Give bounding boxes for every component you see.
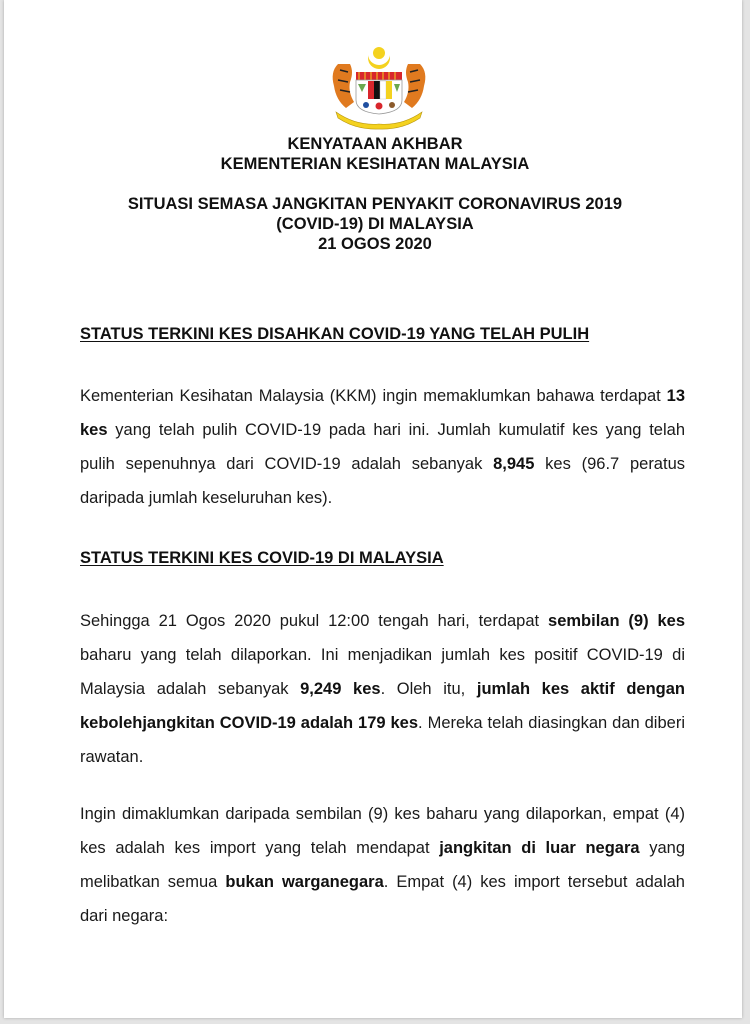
- text: Sehingga 21 Ogos 2020 pukul 12:00 tengah hari, terdapat: [80, 612, 549, 630]
- bold-text: 8,945: [493, 455, 535, 473]
- text: Ingin dimaklumkan daripada sembilan (9) kes baharu yang dilaporkan, empat (4) kes adalah kes import yang telah mendapat: [80, 805, 685, 857]
- bold-text: 13 kes: [80, 387, 685, 439]
- paragraph-status: [80, 604, 685, 774]
- press-statement-header: [4, 134, 746, 174]
- title-line-2: (COVID-19) DI MALAYSIA: [276, 215, 474, 233]
- bold-text: 9,249 kes: [300, 680, 381, 698]
- title-date: 21 OGOS 2020: [318, 235, 432, 253]
- header-line-2: KEMENTERIAN KESIHATAN MALAYSIA: [220, 155, 530, 173]
- title-line-1: SITUASI SEMASA JANGKITAN PENYAKIT CORONAVIRUS 2019: [127, 195, 623, 213]
- text: Kementerian Kesihatan Malaysia (KKM) ingin memaklumkan bahawa terdapat: [80, 387, 667, 405]
- header-line-1: KENYATAAN AKHBAR: [287, 135, 463, 153]
- text: . Oleh itu,: [380, 680, 477, 698]
- text: yang melibatkan semua: [80, 839, 685, 891]
- bold-text: sembilan (9) kes: [548, 612, 685, 630]
- text: yang telah pulih COVID-19 pada hari ini. Jumlah kumulatif kes yang telah pulih sepenuhnya dari COVID-19 adalah sebanyak: [80, 421, 685, 473]
- paragraph-recovered: [80, 379, 685, 515]
- text: . Empat (4) kes import tersebut adalah dari negara:: [80, 873, 685, 925]
- malaysia-coat-of-arms-icon: [326, 42, 432, 130]
- bold-text: bukan warganegara: [225, 873, 384, 891]
- paragraph-imported-cases: [80, 797, 685, 933]
- document-title: [4, 194, 746, 254]
- section-heading-recovered: STATUS TERKINI KES DISAHKAN COVID-19 YANG TELAH PULIH: [80, 325, 590, 343]
- document-page: [4, 0, 742, 1018]
- text: . Mereka telah diasingkan dan diberi rawatan.: [80, 714, 685, 766]
- bold-text: jangkitan di luar negara: [439, 839, 640, 857]
- bold-text: jumlah kes aktif dengan kebolehjangkitan COVID-19 adalah 179 kes: [80, 680, 685, 732]
- text: kes (96.7 peratus daripada jumlah keseluruhan kes).: [80, 455, 685, 507]
- text: baharu yang telah dilaporkan. Ini menjadikan jumlah kes positif COVID-19 di Malaysia adalah sebanyak: [80, 646, 685, 698]
- section-heading-status: STATUS TERKINI KES COVID-19 DI MALAYSIA: [80, 549, 444, 567]
